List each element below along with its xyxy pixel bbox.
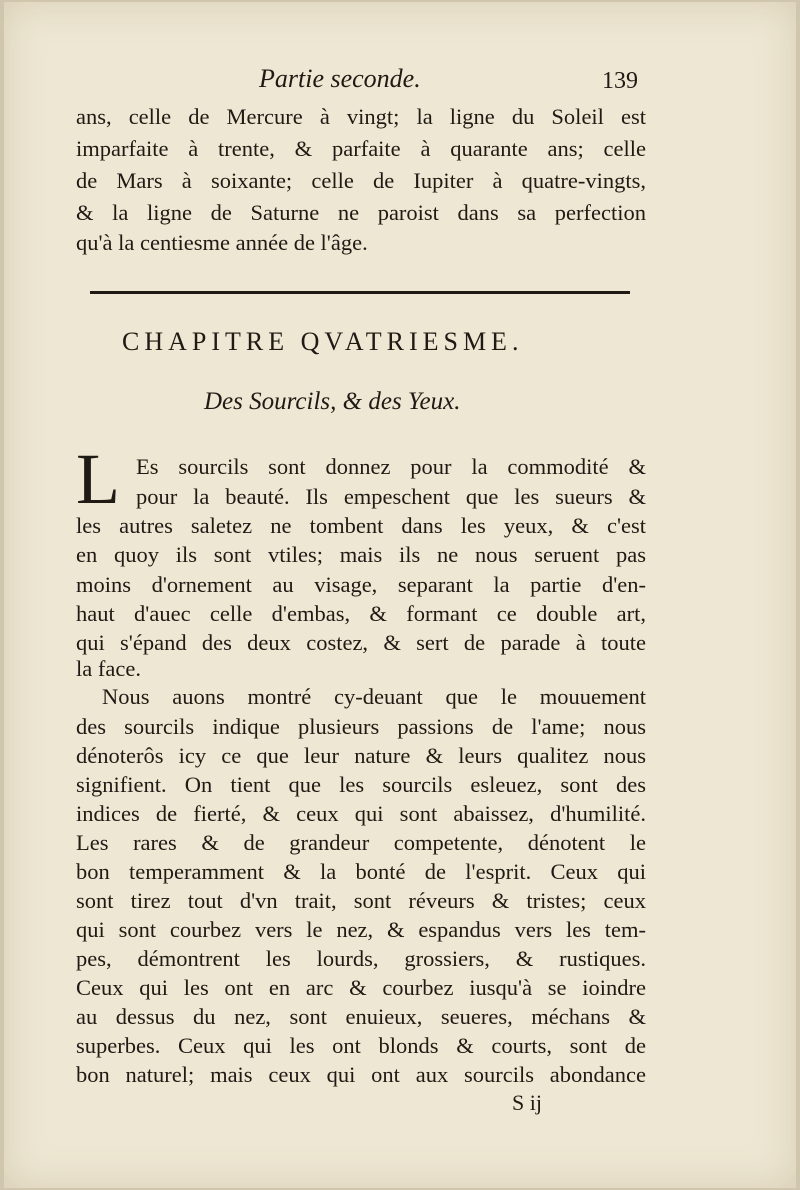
text-line: pes, démontrent les lourds, grossiers, & rustiques.	[76, 946, 646, 971]
page-number: 139	[602, 68, 638, 94]
text-line: ans, celle de Mercure à vingt; la ligne du Soleil est	[76, 104, 646, 129]
text-line: Ceux qui les ont en arc & courbez iusqu'à se ioindre	[76, 975, 646, 1000]
text-line: bon temperamment & la bonté de l'esprit. Ceux qui	[76, 859, 646, 884]
text-line: qui s'épand des deux costez, & sert de parade à toute	[76, 630, 646, 655]
section-divider	[90, 291, 630, 294]
text-line: superbes. Ceux qui les ont blonds & courts, sont de	[76, 1033, 646, 1058]
chapter-title: CHAPITRE QVATRIESME.	[122, 327, 524, 356]
text-line: bon naturel; mais ceux qui ont aux sourcils abondance	[76, 1062, 646, 1087]
text-line: de Mars à soixante; celle de Iupiter à quatre-vingts,	[76, 168, 646, 193]
text-line: & la ligne de Saturne ne paroist dans sa perfection	[76, 200, 646, 225]
text-line: Les rares & de grandeur competente, dénotent le	[76, 830, 646, 855]
text-line: indices de fierté, & ceux qui sont abaissez, d'humilité.	[76, 801, 646, 826]
text-line: Nous auons montré cy-deuant que le mouuement	[102, 684, 646, 709]
text-line: sont tirez tout d'vn trait, sont réveurs & tristes; ceux	[76, 888, 646, 913]
page-header	[4, 64, 796, 104]
text-line: haut d'auec celle d'embas, & formant ce double art,	[76, 601, 646, 626]
text-line: des sourcils indique plusieurs passions de l'ame; nous	[76, 714, 646, 739]
text-line: signifient. On tient que les sourcils esleuez, sont des	[76, 772, 646, 797]
text-line: qui sont courbez vers le nez, & espandus vers les tem-	[76, 917, 646, 942]
text-line: qu'à la centiesme année de l'âge.	[76, 230, 368, 255]
text-line: moins d'ornement au visage, separant la partie d'en-	[76, 572, 646, 597]
text-line: les autres saletez ne tombent dans les yeux, & c'est	[76, 513, 646, 538]
signature-mark: S ij	[512, 1090, 542, 1115]
drop-cap: L	[76, 439, 120, 519]
text-line: imparfaite à trente, & parfaite à quarante ans; celle	[76, 136, 646, 161]
chapter-subtitle: Des Sourcils, & des Yeux.	[204, 388, 461, 415]
text-line: en quoy ils sont vtiles; mais ils ne nous seruent pas	[76, 542, 646, 567]
running-title: Partie seconde.	[259, 64, 421, 93]
text-line: au dessus du nez, sont enuieux, seueres, méchans &	[76, 1004, 646, 1029]
text-line: la face.	[76, 656, 141, 681]
book-page	[4, 2, 796, 1188]
text-line: dénoterôs icy ce que leur nature & leurs qualitez nous	[76, 743, 646, 768]
text-line: Es sourcils sont donnez pour la commodité &	[136, 454, 646, 479]
text-line: pour la beauté. Ils empeschent que les sueurs &	[136, 484, 646, 509]
